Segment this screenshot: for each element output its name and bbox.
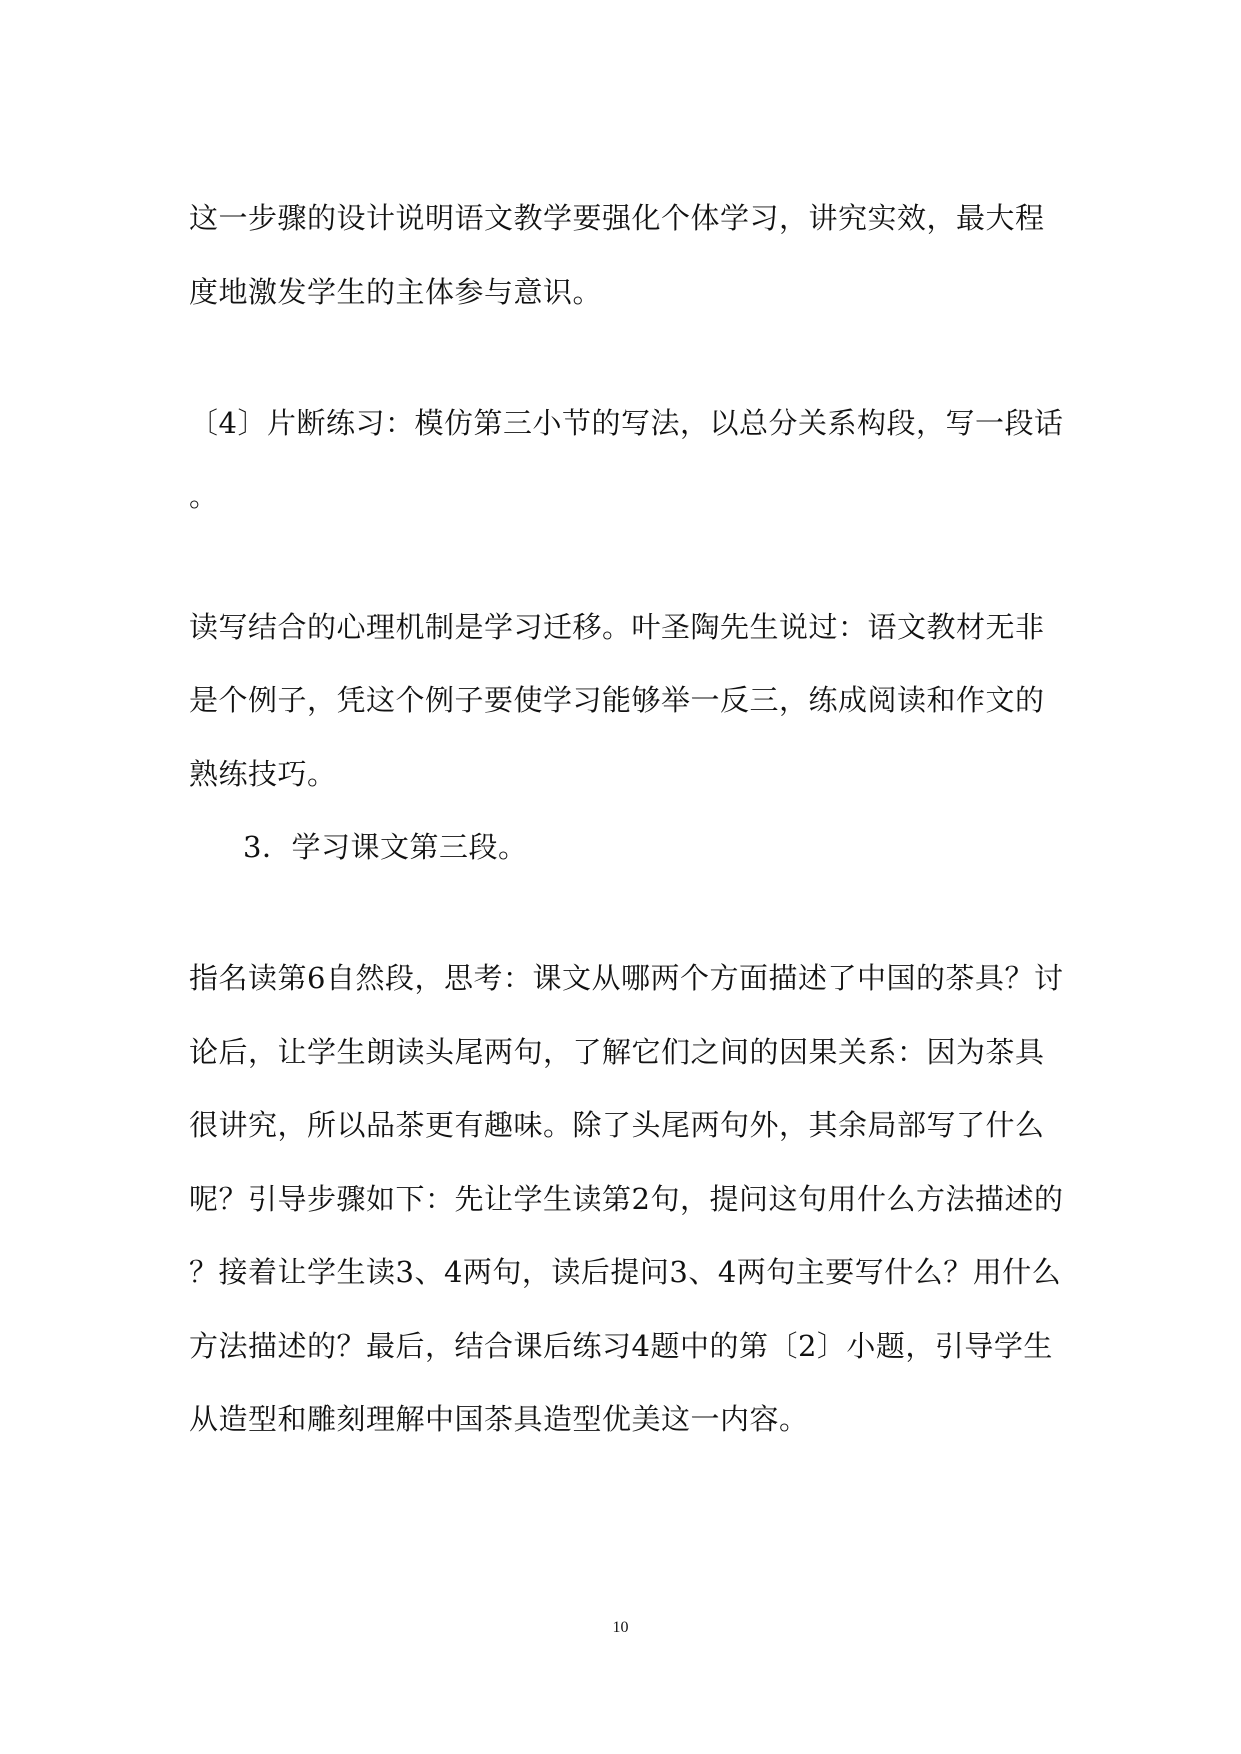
paragraph-line: 是个例子，凭这个例子要使学习能够举一反三，练成阅读和作文的 — [189, 683, 1045, 717]
section-heading: 3．学习课文第三段。 — [243, 830, 528, 864]
page-number: 10 — [612, 1619, 629, 1636]
paragraph-line: 很讲究，所以品茶更有趣味。除了头尾两句外，其余局部写了什么 — [189, 1108, 1045, 1142]
paragraph-line: 。 — [189, 479, 219, 513]
paragraph-line: 熟练技巧。 — [189, 757, 337, 791]
paragraph-line: 指名读第6自然段，思考：课文从哪两个方面描述了中国的茶具？讨 — [189, 961, 1064, 995]
paragraph-line: 从造型和雕刻理解中国茶具造型优美这一内容。 — [189, 1402, 809, 1436]
paragraph-line: ？接着让学生读3、4两句，读后提问3、4两句主要写什么？用什么 — [189, 1255, 1062, 1289]
paragraph-line: 这一步骤的设计说明语文教学要强化个体学习，讲究实效，最大程 — [189, 201, 1045, 235]
paragraph-line: 度地激发学生的主体参与意识。 — [189, 275, 603, 309]
paragraph-line: 呢？引导步骤如下：先让学生读第2句，提问这句用什么方法描述的 — [189, 1182, 1064, 1216]
paragraph-line: 〔4〕片断练习：模仿第三小节的写法，以总分关系构段，写一段话 — [189, 406, 1064, 440]
paragraph-line: 论后，让学生朗读头尾两句，了解它们之间的因果关系：因为茶具 — [189, 1035, 1045, 1069]
paragraph-line: 读写结合的心理机制是学习迁移。叶圣陶先生说过：语文教材无非 — [189, 610, 1045, 644]
paragraph-line: 方法描述的？最后，结合课后练习4题中的第〔2〕小题，引导学生 — [189, 1329, 1053, 1363]
